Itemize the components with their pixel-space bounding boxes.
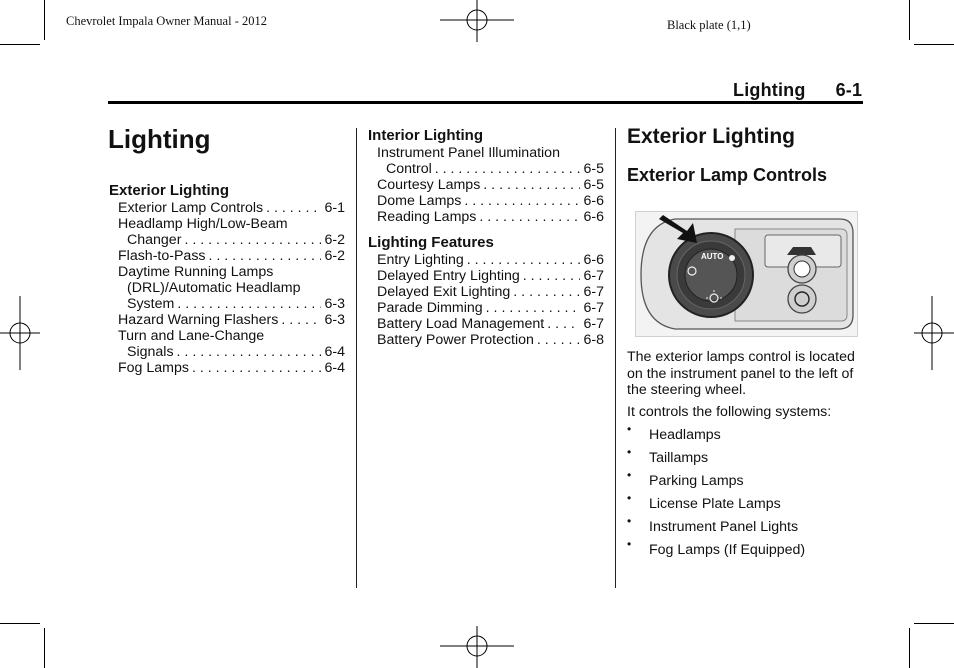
list-item: • Taillamps [627, 445, 709, 466]
list-item: • License Plate Lamps [627, 491, 781, 512]
section-subtitle: Exterior Lamp Controls [627, 165, 828, 185]
toc-heading: Lighting Features [368, 234, 494, 251]
bullet-icon: • [627, 445, 632, 459]
crop-mark [44, 628, 45, 668]
toc-column-2 [368, 127, 604, 348]
paragraph-line: the steering wheel. [627, 382, 747, 398]
chapter-title: Lighting [108, 124, 211, 154]
bullet-icon: • [627, 537, 632, 551]
running-head-page: 6-1 [835, 80, 863, 100]
toc-entry-line: (DRL)/Automatic Headlamp [127, 280, 301, 296]
toc-entry[interactable]: Battery Load Management . . . 6-7 [377, 316, 604, 332]
print-header-plate: Black plate (1,1) [667, 18, 751, 32]
toc-heading: Interior Lighting [368, 127, 483, 144]
crop-mark [909, 0, 910, 40]
toc-entry[interactable]: Courtesy Lamps . . . 6-5 [377, 177, 604, 193]
paragraph-line: The exterior lamps control is located [627, 349, 855, 365]
paragraph-systems: It controls the following systems: [627, 404, 832, 420]
toc-entry[interactable]: Delayed Entry Lighting . . . 6-7 [377, 268, 604, 284]
list-item: • Headlamps [627, 422, 721, 443]
paragraph-line: on the instrument panel to the left of [627, 365, 854, 382]
fog-lamp-icon [794, 261, 810, 277]
toc-entry[interactable]: Flash-to-Pass . . . 6-2 [118, 248, 345, 264]
toc-entry[interactable]: Reading Lamps . . . 6-6 [377, 209, 604, 225]
toc-entry[interactable]: Control . . . 6-5 [377, 161, 604, 177]
print-header-title: Chevrolet Impala Owner Manual - 2012 [66, 14, 267, 28]
column-divider-1 [356, 128, 357, 588]
running-head-section: Lighting [733, 80, 806, 100]
bullet-icon: • [627, 514, 632, 528]
paragraph-location [627, 349, 867, 399]
toc-entry-line: Turn and Lane-Change [118, 328, 265, 344]
toc-entry-line: Daytime Running Lamps [118, 264, 274, 280]
toc-entry[interactable]: Hazard Warning Flashers . . . 6-3 [118, 312, 345, 328]
parking-lamp-icon [729, 255, 735, 261]
header-rule [108, 101, 863, 104]
toc-entry[interactable]: System . . . 6-3 [118, 296, 345, 312]
toc-entry[interactable]: Battery Power Protection . . . 6-8 [377, 332, 604, 348]
running-head [733, 80, 862, 101]
crop-mark [44, 0, 45, 40]
toc-entry-line: Headlamp High/Low-Beam [118, 216, 288, 232]
crop-mark [914, 44, 954, 45]
toc-column-1 [109, 182, 345, 376]
crop-mark [0, 623, 40, 624]
registration-mark-top [440, 0, 514, 44]
toc-entry[interactable]: Delayed Exit Lighting . . . 6-7 [377, 284, 604, 300]
lamp-control-illustration [635, 211, 858, 337]
registration-mark-bottom [440, 624, 514, 668]
toc-entry-line: Instrument Panel Illumination [377, 145, 560, 161]
toc-entry[interactable]: Fog Lamps . . . 6-4 [118, 360, 345, 376]
systems-list [627, 422, 867, 563]
registration-mark-right [910, 296, 954, 370]
crop-mark [914, 623, 954, 624]
list-item: • Fog Lamps (If Equipped) [627, 537, 806, 558]
toc-entry[interactable]: Parade Dimming . . . 6-7 [377, 300, 604, 316]
bullet-icon: • [627, 422, 632, 436]
toc-entry-list [368, 145, 604, 225]
bullet-icon: • [627, 468, 632, 482]
registration-mark-left [0, 296, 44, 370]
toc-entry[interactable]: Entry Lighting . . . 6-6 [377, 252, 604, 268]
crop-mark [909, 628, 910, 668]
crop-mark [0, 44, 40, 45]
toc-entry-list [368, 252, 604, 348]
toc-heading: Exterior Lighting [109, 182, 229, 199]
bullet-icon: • [627, 491, 632, 505]
list-item: • Instrument Panel Lights [627, 514, 799, 535]
list-item: • Parking Lamps [627, 468, 744, 489]
toc-entry-list [109, 200, 345, 376]
section-title: Exterior Lighting [627, 125, 795, 148]
toc-entry[interactable]: Exterior Lamp Controls . . . 6-1 [118, 200, 345, 216]
toc-entry[interactable]: Dome Lamps . . . 6-6 [377, 193, 604, 209]
column-divider-2 [615, 128, 616, 588]
knob-label-auto: AUTO [701, 252, 724, 261]
toc-entry[interactable]: Signals . . . 6-4 [118, 344, 345, 360]
toc-entry[interactable]: Changer . . . 6-2 [118, 232, 345, 248]
